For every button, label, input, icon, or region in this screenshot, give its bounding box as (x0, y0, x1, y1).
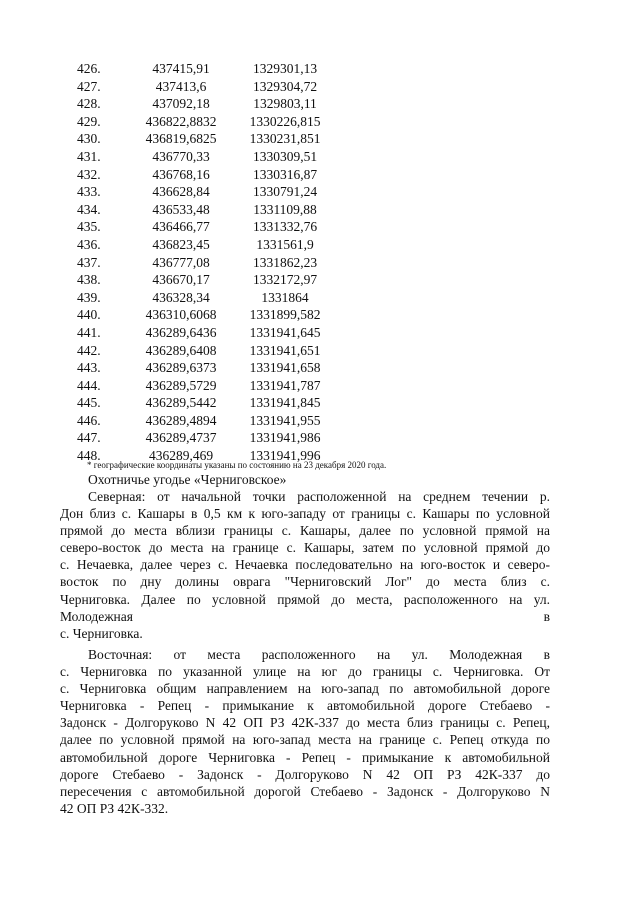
coordinate-row (0, 201, 640, 219)
coordinate-x: 436822,8832 (145, 113, 217, 129)
footnote: * географические координаты указаны по состоянию на 23 декабря 2020 года. (87, 460, 387, 470)
east-last-line: 42 ОП РЗ 42К-332. (60, 800, 169, 816)
coordinate-x: 436777,08 (152, 254, 210, 270)
north-line: восток по дну долины оврага "Черниговский Лог" до места близ с. (60, 574, 550, 590)
coordinate-row (0, 394, 640, 412)
coordinate-y: 1331899,582 (249, 307, 321, 323)
coordinate-x: 436628,84 (152, 184, 210, 200)
coordinate-row (0, 95, 640, 113)
coordinate-x: 436819,6825 (145, 131, 217, 147)
coordinate-row (0, 113, 640, 131)
coordinate-x: 436289,5442 (145, 395, 217, 411)
coordinate-x: 436328,34 (152, 289, 210, 305)
coordinate-y: 1330316,87 (252, 166, 318, 182)
coordinate-x: 436670,17 (152, 272, 210, 288)
coordinate-y: 1329803,11 (253, 96, 317, 112)
coordinate-x: 436823,45 (152, 236, 210, 252)
north-line: с. Нечаевка, далее через с. Нечаевка последовательно на юго-восток и северо- (60, 557, 550, 573)
point-number: 430. (77, 131, 101, 147)
east-line: с. Черниговка по указанной улице на юг до границы с. Черниговка. От (60, 664, 550, 680)
coordinate-x: 436289,6373 (145, 360, 217, 376)
coordinate-y: 1331109,88 (253, 201, 317, 217)
east-boundary-paragraph (60, 646, 550, 817)
coordinate-row (0, 166, 640, 184)
coordinate-x: 436466,77 (152, 219, 210, 235)
coordinate-row (0, 183, 640, 201)
coordinate-x: 436770,33 (152, 148, 210, 164)
point-number: 429. (77, 113, 101, 129)
coordinate-x: 436768,16 (152, 166, 210, 182)
point-number: 441. (77, 324, 101, 340)
coordinate-row (0, 78, 640, 96)
coordinate-row (0, 306, 640, 324)
north-line: северо-восток до места на границе с. Кашары, затем по условной прямой до (60, 540, 550, 556)
coordinate-y: 1331941,658 (249, 360, 321, 376)
coordinate-y: 1331864 (261, 289, 309, 305)
coordinates-table (0, 60, 640, 465)
north-line: прямой до места вблизи границы с. Кашары, далее по условной прямой на (60, 523, 550, 539)
point-number: 438. (77, 272, 101, 288)
coordinate-x: 437092,18 (152, 96, 210, 112)
point-number: 433. (77, 184, 101, 200)
point-number: 427. (77, 78, 101, 94)
coordinate-row (0, 148, 640, 166)
north-line: Северная: от начальной точки расположенной на среднем течении р. (88, 489, 550, 504)
coordinate-y: 1330226,815 (249, 113, 321, 129)
point-number: 444. (77, 377, 101, 393)
coordinate-row (0, 429, 640, 447)
coordinate-y: 1331332,76 (252, 219, 318, 235)
coordinate-y: 1331941,955 (249, 412, 321, 428)
point-number: 446. (77, 412, 101, 428)
coordinate-row (0, 236, 640, 254)
east-line: Восточная: от места расположенного на ул. Молодежная в (88, 647, 550, 662)
point-number: 448. (77, 448, 101, 464)
coordinate-x: 436310,6068 (145, 307, 217, 323)
east-line: с. Черниговка общим направлением на юго-запад по автомобильной дороге (60, 681, 550, 697)
section-title: Охотничье угодье «Черниговское» (88, 472, 287, 487)
east-line: Черниговка - Репец - примыкание к автомобильной дороге Стебаево - (60, 698, 550, 714)
coordinate-y: 1331561,9 (256, 236, 314, 252)
point-number: 431. (77, 148, 101, 164)
coordinate-y: 1331941,651 (249, 342, 321, 358)
point-number: 440. (77, 307, 101, 323)
coordinate-row (0, 359, 640, 377)
coordinate-x: 436289,6436 (145, 324, 217, 340)
coordinate-y: 1331941,787 (249, 377, 321, 393)
coordinate-y: 1330309,51 (252, 148, 318, 164)
coordinate-x: 436289,4894 (145, 412, 217, 428)
point-number: 437. (77, 254, 101, 270)
point-number: 432. (77, 166, 101, 182)
east-line: далее по условной прямой на юго-запад места на границе с. Репец откуда по (60, 732, 550, 748)
north-split-right: в (543, 608, 550, 624)
point-number: 439. (77, 289, 101, 305)
north-split-line (60, 608, 550, 625)
east-line: автомобильной дороге Черниговка - Репец - примыкание к автомобильной (60, 749, 550, 765)
coordinate-y: 1331941,986 (249, 430, 321, 446)
point-number: 426. (77, 61, 101, 76)
coordinate-y: 1331941,645 (249, 324, 321, 340)
coordinate-row (0, 412, 640, 430)
coordinate-x: 437415,91 (152, 61, 210, 76)
east-line: дороге Стебаево - Задонск - Долгоруково N 42 ОП РЗ 42К-337 до (60, 766, 550, 782)
east-line: Задонск - Долгоруково N 42 ОП РЗ 42К-337 до места близ границы с. Репец, (60, 715, 550, 731)
east-line: пересечения с автомобильной дорогой Стебаево - Задонск - Долгоруково N (60, 783, 550, 799)
coordinate-y: 1331941,845 (249, 395, 321, 411)
coordinate-y: 1331862,23 (252, 254, 318, 270)
coordinate-x: 436289,469 (148, 448, 214, 464)
point-number: 443. (77, 360, 101, 376)
north-last-line: с. Черниговка. (60, 625, 143, 641)
coordinate-row (0, 254, 640, 272)
point-number: 447. (77, 430, 101, 446)
coordinate-row (0, 60, 640, 78)
coordinate-row (0, 289, 640, 307)
north-line: Черниговка. Далее по условной прямой до места, расположенного на ул. (60, 591, 550, 607)
point-number: 445. (77, 395, 101, 411)
coordinate-row (0, 324, 640, 342)
coordinate-y: 1330791,24 (252, 184, 318, 200)
coordinate-x: 436289,6408 (145, 342, 217, 358)
coordinate-x: 437413,6 (155, 78, 207, 94)
coordinate-y: 1329301,13 (252, 61, 318, 76)
north-line: Дон близ с. Кашары в 0,5 км к юго-западу от границы с. Кашары по условной (60, 506, 550, 522)
coordinate-x: 436533,48 (152, 201, 210, 217)
point-number: 442. (77, 342, 101, 358)
coordinate-y: 1332172,97 (252, 272, 318, 288)
north-split-left: Молодежная (60, 608, 133, 624)
coordinate-row (0, 342, 640, 360)
coordinate-row (0, 271, 640, 289)
coordinate-x: 436289,4737 (145, 430, 217, 446)
point-number: 434. (77, 201, 101, 217)
coordinate-y: 1329304,72 (252, 78, 318, 94)
coordinate-row (0, 130, 640, 148)
coordinate-y: 1331941,996 (249, 448, 321, 464)
coordinate-row (0, 218, 640, 236)
point-number: 428. (77, 96, 101, 112)
coordinate-row (0, 377, 640, 395)
point-number: 435. (77, 219, 101, 235)
point-number: 436. (77, 236, 101, 252)
north-boundary-paragraph (60, 488, 550, 642)
coordinate-y: 1330231,851 (249, 131, 321, 147)
coordinate-x: 436289,5729 (145, 377, 217, 393)
